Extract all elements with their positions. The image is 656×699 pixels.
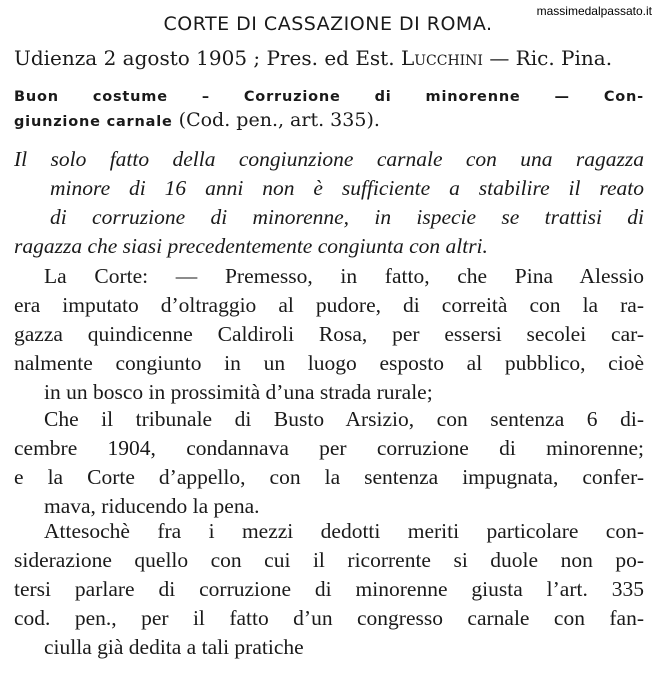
paragraph-line: cembre 1904, condannava per corruzione di minorenne;: [14, 436, 644, 460]
maxim-line: Il solo fatto della congiunzione carnale con una ragazza: [14, 147, 644, 171]
paragraph-line: mava, riducendo la pena.: [44, 494, 260, 518]
paragraph-line: in un bosco in prossimità d’una strada rurale;: [44, 380, 433, 404]
maxim-line: ragazza che siasi precedentemente congiunta con altri.: [14, 234, 488, 258]
paragraph-line: gazza quindicenne Caldiroli Rosa, per essersi secolei car-: [14, 322, 644, 346]
paragraph-line: cod. pen., per il fatto d’un congresso carnale con fan-: [14, 606, 644, 630]
paragraph-line: tersi parlare di corruzione di minorenne giusta l’art. 335: [14, 577, 644, 601]
hearing-line: [14, 45, 644, 71]
paragraph-1: [14, 262, 644, 407]
paragraph-line: e la Corte d’appello, con la sentenza impugnata, confer-: [14, 465, 644, 489]
subject-reference: (Cod. pen., art. 335).: [172, 109, 380, 131]
paragraph-2: [14, 405, 644, 521]
paragraph-line: nalmente congiunto in un luogo esposto al pubblico, cioè: [14, 351, 644, 375]
legal-maxim: [14, 145, 644, 261]
paragraph-3: [14, 517, 644, 662]
maxim-line: di corruzione di minorenne, in ispecie se trattisi di: [50, 205, 644, 229]
subject-bold-line-2: giunzione carnale: [14, 114, 173, 130]
maxim-line: minore di 16 anni non è sufficiente a stabilire il reato: [50, 176, 644, 200]
hearing-prefix: Udienza 2 agosto 1905 ; Pres. ed Est.: [14, 46, 401, 70]
hearing-suffix: — Ric. Pina.: [482, 46, 613, 70]
paragraph-line: Che il tribunale di Busto Arsizio, con sentenza 6 di-: [44, 407, 644, 431]
paragraph-line: Attesochè fra i mezzi dedotti meriti particolare con-: [44, 519, 644, 543]
watermark: massimedalpassato.it: [536, 4, 652, 18]
president-name: Lucchini: [400, 46, 483, 70]
subject-bold-line-1: Buon costume – Corruzione di minorenne — Con-: [14, 89, 644, 105]
paragraph-line: La Corte: — Premesso, in fatto, che Pina Alessio: [44, 264, 644, 288]
court-title: CORTE DI CASSAZIONE DI ROMA.: [163, 13, 493, 35]
subject-heading: [14, 86, 644, 134]
paragraph-line: siderazione quello con cui il ricorrente si duole non po-: [14, 548, 644, 572]
paragraph-line: era imputato d’oltraggio al pudore, di correità con la ra-: [14, 293, 644, 317]
paragraph-line: ciulla già dedita a tali pratiche: [44, 635, 304, 659]
